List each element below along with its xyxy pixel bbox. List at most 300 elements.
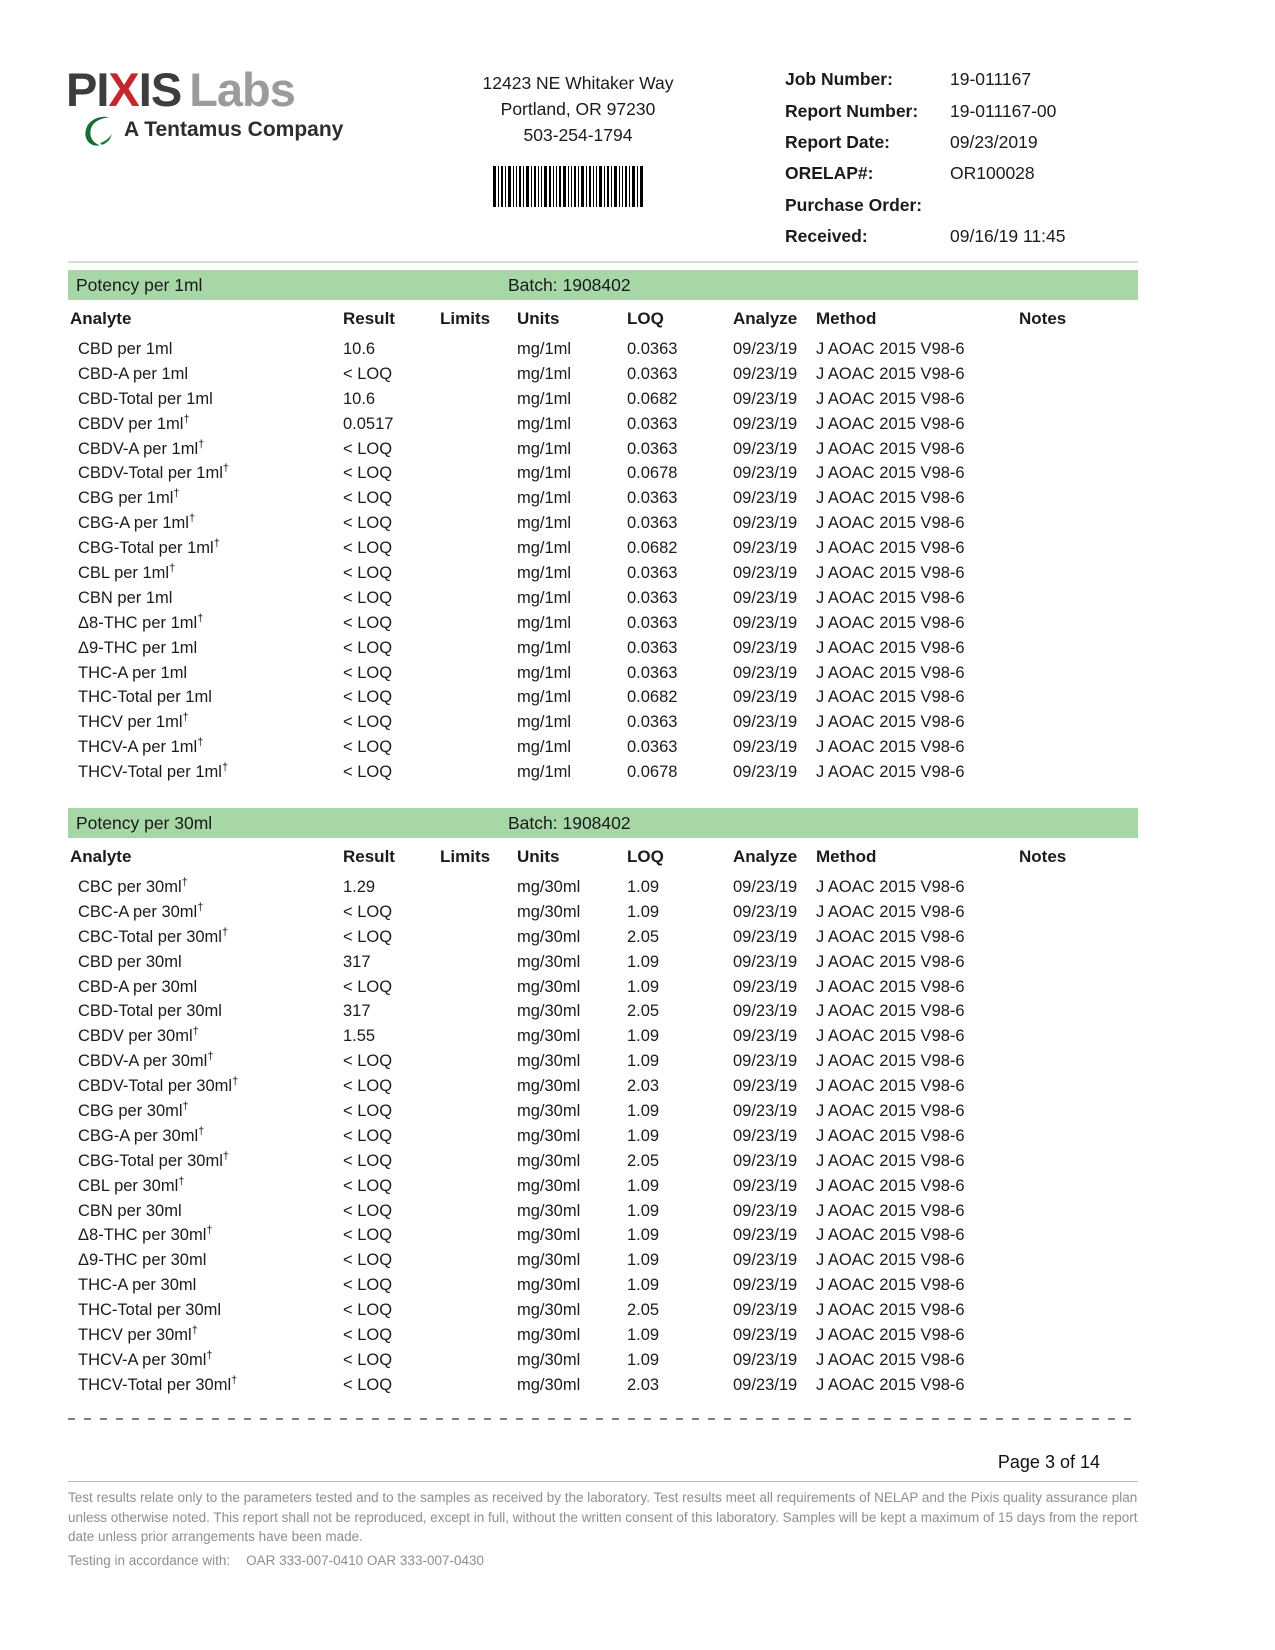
cell-result: 1.55 [343,1027,376,1046]
cell-loq: 2.05 [627,927,660,946]
cell-analyte: CBG-Total per 30ml† [78,1150,230,1170]
cell-result: < LOQ [343,927,393,946]
cell-method: J AOAC 2015 V98-6 [816,688,965,707]
cell-units: mg/30ml [517,1325,581,1344]
cell-method: J AOAC 2015 V98-6 [816,364,965,383]
table-row [68,1024,1138,1049]
cell-analyte: THC-Total per 1ml [78,688,212,707]
cell-analyze: 09/23/19 [733,1325,798,1344]
cell-analyze: 09/23/19 [733,1301,798,1320]
cell-method: J AOAC 2015 V98-6 [816,1251,965,1270]
cell-loq: 0.0678 [627,763,678,782]
cell-analyze: 09/23/19 [733,1276,798,1295]
cell-method: J AOAC 2015 V98-6 [816,414,965,433]
cell-result: < LOQ [343,364,393,383]
testing-accordance [68,1553,484,1568]
cell-method: J AOAC 2015 V98-6 [816,439,965,458]
report-number-label: Report Number: [785,100,919,121]
table-header [68,300,1138,337]
cell-units: mg/30ml [517,1176,581,1195]
cell-method: J AOAC 2015 V98-6 [816,613,965,632]
cell-method: J AOAC 2015 V98-6 [816,1151,965,1170]
section-title: Potency per 1ml [76,274,203,295]
dagger-footnote-marker: † [188,512,196,525]
cell-analyte: THC-Total per 30ml [78,1301,222,1320]
table-row [68,412,1138,437]
table-row [68,1199,1138,1224]
cell-analyte: CBD per 30ml [78,952,182,971]
cell-result: < LOQ [343,1101,393,1120]
cell-result: < LOQ [343,1052,393,1071]
report-number-value: 19-011167-00 [950,100,1057,121]
table-row [68,661,1138,686]
dagger-footnote-marker: † [206,1224,213,1237]
barcode [493,166,643,207]
batch-label: Batch: 1908402 [508,274,631,295]
cell-loq: 1.09 [627,952,660,971]
purchase-order-label: Purchase Order: [785,194,923,215]
cell-analyze: 09/23/19 [733,464,798,483]
address-phone: 503-254-1794 [523,125,633,145]
table-row [68,337,1138,362]
cell-result: < LOQ [343,713,393,732]
batch-label: Batch: 1908402 [508,812,631,833]
column-header-units: Units [517,847,560,866]
cell-result: < LOQ [343,489,393,508]
table-row [68,1099,1138,1124]
cell-analyze: 09/23/19 [733,952,798,971]
cell-analyze: 09/23/19 [733,902,798,921]
dagger-footnote-marker: † [213,537,220,550]
dagger-footnote-marker: † [231,1374,238,1387]
pixis-labs-logo [66,62,295,117]
footer-divider [68,1481,1138,1482]
table-row [68,1174,1138,1199]
cell-analyze: 09/23/19 [733,713,798,732]
cell-method: J AOAC 2015 V98-6 [816,1101,965,1120]
cell-analyze: 09/23/19 [733,1052,798,1071]
table-row [68,511,1138,536]
column-header-method: Method [816,847,877,866]
table-row [68,1223,1138,1248]
column-header-notes: Notes [1019,847,1067,866]
cell-result: < LOQ [343,1176,393,1195]
cell-units: mg/1ml [517,713,572,732]
cell-analyte: CBDV per 1ml† [78,413,190,433]
cell-method: J AOAC 2015 V98-6 [816,539,965,558]
cell-analyte: CBG per 1ml† [78,487,180,508]
cell-analyze: 09/23/19 [733,1077,798,1096]
cell-analyze: 09/23/19 [733,1201,798,1220]
cell-result: 0.0517 [343,414,394,433]
cell-result: 1.29 [343,877,376,896]
column-header-loq: LOQ [627,309,664,328]
cell-result: < LOQ [343,613,393,632]
cell-method: J AOAC 2015 V98-6 [816,1176,965,1195]
received-value: 09/16/19 11:45 [950,226,1066,247]
dagger-footnote-marker: † [198,438,205,450]
dagger-footnote-marker: † [182,711,189,724]
cell-result: < LOQ [343,1276,393,1295]
testing-label: Testing in accordance with: [68,1553,231,1568]
cell-analyze: 09/23/19 [733,977,798,996]
cell-units: mg/1ml [517,439,572,458]
cell-analyte: CBDV-Total per 1ml† [78,462,230,483]
cell-analyze: 09/23/19 [733,563,798,582]
table-row [68,950,1138,975]
cell-method: J AOAC 2015 V98-6 [816,489,965,508]
cell-units: mg/1ml [517,539,572,558]
cell-units: mg/30ml [517,1126,581,1145]
cell-loq: 0.0363 [627,613,678,632]
cell-analyte: CBC-A per 30ml† [78,901,204,921]
cell-analyze: 09/23/19 [733,1027,798,1046]
cell-analyte: CBL per 30ml† [78,1175,185,1195]
table-row [68,1248,1138,1273]
report-date-label: Report Date: [785,131,891,152]
column-header-loq: LOQ [627,847,664,866]
orelap-value: OR100028 [950,163,1035,184]
cell-result: < LOQ [343,977,393,996]
cell-units: mg/30ml [517,1251,581,1270]
cell-result: < LOQ [343,663,393,682]
table-row [68,586,1138,611]
cell-result: < LOQ [343,902,393,921]
table-row [68,437,1138,462]
cell-method: J AOAC 2015 V98-6 [816,738,965,757]
cell-units: mg/30ml [517,1027,581,1046]
cell-analyte: THCV per 1ml† [78,711,189,732]
table-row [68,561,1138,586]
table-row [68,461,1138,486]
cell-method: J AOAC 2015 V98-6 [816,1126,965,1145]
brand-pixis: PIXIS [66,63,182,116]
cell-result: < LOQ [343,1325,393,1344]
cell-units: mg/1ml [517,489,572,508]
cell-units: mg/1ml [517,613,572,632]
cell-method: J AOAC 2015 V98-6 [816,1226,965,1245]
column-header-result: Result [343,847,395,866]
report-info-block [785,64,1065,252]
cell-loq: 1.09 [627,977,660,996]
cell-result: < LOQ [343,464,393,483]
cell-analyze: 09/23/19 [733,339,798,358]
leaf-icon [82,113,116,147]
cell-analyte: CBG-A per 1ml† [78,512,196,533]
cell-analyze: 09/23/19 [733,1126,798,1145]
cell-result: 10.6 [343,389,376,408]
cell-units: mg/30ml [517,977,581,996]
cell-method: J AOAC 2015 V98-6 [816,1002,965,1021]
cell-analyte: CBG-A per 30ml† [78,1125,205,1145]
address-line-1: 12423 NE Whitaker Way [482,73,674,93]
cell-analyte: Δ8-THC per 30ml† [78,1224,213,1245]
section-top-rule [68,261,1138,263]
section-header-bar [68,270,1138,300]
cell-analyze: 09/23/19 [733,539,798,558]
cell-units: mg/30ml [517,1226,581,1245]
disclaimer-text: Test results relate only to the parameters tested and to the samples as received by the laboratory. Test results meet all requirements of NELAP and the Pixis quality assurance plan unless otherwise noted. This report shall not be reproduced, except in full, without the written consent of this laboratory. Samples will be kept a maximum of 15 days from the report date unless prior arrangements have been made. [68,1490,1138,1544]
dagger-footnote-marker: † [222,462,230,475]
cell-analyte: CBD-Total per 1ml [78,389,213,408]
column-header-result: Result [343,309,395,328]
cell-units: mg/1ml [517,389,572,408]
dagger-footnote-marker: † [207,1050,214,1063]
cell-result: < LOQ [343,738,393,757]
brand-labs: Labs [189,63,295,116]
cell-analyze: 09/23/19 [733,364,798,383]
table-row [68,900,1138,925]
table-row [68,1124,1138,1149]
cell-analyze: 09/23/19 [733,588,798,607]
dagger-footnote-marker: † [206,1349,213,1362]
dagger-footnote-marker: † [197,736,204,749]
dashed-separator [68,1418,1138,1420]
cell-units: mg/1ml [517,514,572,533]
cell-analyte: THCV per 30ml† [78,1324,198,1344]
cell-analyte: CBDV-A per 1ml† [78,438,205,458]
dagger-footnote-marker: † [169,562,176,575]
cell-units: mg/30ml [517,1151,581,1170]
cell-units: mg/30ml [517,1276,581,1295]
page-number: Page 3 of 14 [997,1452,1100,1472]
cell-units: mg/30ml [517,1002,581,1021]
cell-method: J AOAC 2015 V98-6 [816,663,965,682]
job-number-value: 19-011167 [950,69,1032,90]
cell-analyze: 09/23/19 [733,613,798,632]
cell-units: mg/1ml [517,588,572,607]
info-row-received [785,221,1065,252]
cell-analyte: CBL per 1ml† [78,562,176,582]
cell-loq: 1.09 [627,1201,660,1220]
cell-method: J AOAC 2015 V98-6 [816,1201,965,1220]
cell-analyte: CBD-Total per 30ml [78,1002,222,1021]
table-row [68,1323,1138,1348]
cell-method: J AOAC 2015 V98-6 [816,1027,965,1046]
cell-analyze: 09/23/19 [733,414,798,433]
table-row [68,685,1138,710]
cell-units: mg/1ml [517,339,572,358]
cell-loq: 0.0363 [627,339,678,358]
cell-loq: 2.05 [627,1301,660,1320]
cell-loq: 0.0363 [627,638,678,657]
column-header-limits: Limits [440,847,491,866]
job-number-label: Job Number: [785,69,893,90]
cell-analyze: 09/23/19 [733,763,798,782]
cell-units: mg/30ml [517,902,581,921]
cell-loq: 1.09 [627,1226,660,1245]
orelap-label: ORELAP#: [785,163,874,184]
column-header-method: Method [816,309,877,328]
cell-method: J AOAC 2015 V98-6 [816,977,965,996]
testing-standards: OAR 333-007-0410 OAR 333-007-0430 [246,1553,484,1568]
cell-loq: 2.03 [627,1077,660,1096]
cell-analyze: 09/23/19 [733,439,798,458]
cell-loq: 0.0363 [627,414,678,433]
cell-method: J AOAC 2015 V98-6 [816,952,965,971]
cell-analyte: CBC per 30ml† [78,876,188,896]
cell-analyze: 09/23/19 [733,663,798,682]
dagger-footnote-marker: † [221,926,229,939]
cell-loq: 1.09 [627,902,660,921]
table-row [68,1298,1138,1323]
column-header-units: Units [517,309,560,328]
dagger-footnote-marker: † [197,901,204,914]
table-body [68,337,1138,785]
dagger-footnote-marker: † [198,1125,205,1138]
dagger-footnote-marker: † [181,876,188,889]
cell-method: J AOAC 2015 V98-6 [816,1325,965,1344]
cell-method: J AOAC 2015 V98-6 [816,1276,965,1295]
cell-analyze: 09/23/19 [733,1251,798,1270]
cell-method: J AOAC 2015 V98-6 [816,763,965,782]
table-row [68,536,1138,561]
cell-analyte: CBD-A per 1ml [78,364,189,383]
table-row [68,735,1138,760]
cell-loq: 1.09 [627,1350,660,1369]
table-header [68,838,1138,875]
table-row [68,999,1138,1024]
cell-loq: 0.0682 [627,539,678,558]
cell-method: J AOAC 2015 V98-6 [816,563,965,582]
cell-units: mg/1ml [517,414,572,433]
cell-analyte: CBD per 1ml [78,339,173,358]
cell-method: J AOAC 2015 V98-6 [816,1350,965,1369]
cell-analyte: Δ9-THC per 30ml [78,1251,207,1270]
table-row [68,710,1138,735]
cell-result: 317 [343,952,371,971]
lab-address-block [428,70,728,148]
cell-loq: 0.0682 [627,389,678,408]
dagger-footnote-marker: † [183,413,190,426]
table-row [68,1373,1138,1398]
cell-loq: 1.09 [627,1251,660,1270]
dagger-footnote-marker: † [232,1075,239,1088]
cell-loq: 1.09 [627,1027,660,1046]
cell-result: < LOQ [343,1226,393,1245]
cell-units: mg/1ml [517,563,572,582]
cell-units: mg/1ml [517,638,572,657]
cell-loq: 1.09 [627,1176,660,1195]
cell-units: mg/30ml [517,1201,581,1220]
cell-analyze: 09/23/19 [733,489,798,508]
cell-loq: 0.0682 [627,688,678,707]
column-header-analyte: Analyte [70,309,132,328]
cell-result: 10.6 [343,339,376,358]
cell-units: mg/1ml [517,464,572,483]
cell-analyte: CBD-A per 30ml [78,977,198,996]
cell-result: < LOQ [343,638,393,657]
cell-method: J AOAC 2015 V98-6 [816,1077,965,1096]
cell-analyze: 09/23/19 [733,1350,798,1369]
cell-units: mg/30ml [517,1301,581,1320]
cell-result: 317 [343,1002,371,1021]
cell-method: J AOAC 2015 V98-6 [816,902,965,921]
cell-analyte: THCV-A per 1ml† [78,736,204,757]
cell-result: < LOQ [343,514,393,533]
cell-units: mg/30ml [517,927,581,946]
cell-analyze: 09/23/19 [733,738,798,757]
cell-analyte: THC-A per 1ml [78,663,188,682]
cell-result: < LOQ [343,1350,393,1369]
cell-units: mg/30ml [517,1375,581,1394]
section-title: Potency per 30ml [76,812,213,833]
dagger-footnote-marker: † [173,487,180,500]
cell-method: J AOAC 2015 V98-6 [816,638,965,657]
cell-analyte: CBDV-Total per 30ml† [78,1075,239,1096]
dagger-footnote-marker: † [178,1175,185,1188]
cell-loq: 0.0363 [627,489,678,508]
cell-units: mg/1ml [517,364,572,383]
column-header-notes: Notes [1019,309,1067,328]
cell-result: < LOQ [343,1251,393,1270]
cell-loq: 0.0363 [627,663,678,682]
cell-method: J AOAC 2015 V98-6 [816,464,965,483]
address-line-2: Portland, OR 97230 [500,99,656,119]
cell-method: J AOAC 2015 V98-6 [816,588,965,607]
cell-analyze: 09/23/19 [733,1176,798,1195]
table-body [68,875,1138,1398]
info-row-job-number [785,64,1065,95]
cell-analyze: 09/23/19 [733,1375,798,1394]
table-row [68,975,1138,1000]
table-row [68,486,1138,511]
cell-analyze: 09/23/19 [733,927,798,946]
column-header-analyte: Analyte [70,847,132,866]
tentamus-tagline [82,113,343,147]
table-row [68,636,1138,661]
cell-loq: 1.09 [627,1126,660,1145]
cell-analyte: Δ9-THC per 1ml [78,638,198,657]
dagger-footnote-marker: † [192,1025,199,1038]
cell-analyte: THCV-Total per 1ml† [78,761,229,782]
cell-loq: 1.09 [627,1325,660,1344]
potency-per-30ml-section [68,808,1138,1398]
cell-result: < LOQ [343,439,393,458]
cell-analyte: THCV-Total per 30ml† [78,1374,238,1394]
cell-analyte: CBDV-A per 30ml† [78,1050,214,1071]
cell-method: J AOAC 2015 V98-6 [816,1052,965,1071]
table-row [68,1074,1138,1099]
table-row [68,925,1138,950]
cell-result: < LOQ [343,688,393,707]
cell-loq: 1.09 [627,877,660,896]
cell-result: < LOQ [343,1201,393,1220]
cell-analyze: 09/23/19 [733,389,798,408]
brand-x: X [108,63,139,116]
cell-analyze: 09/23/19 [733,514,798,533]
table-row [68,1273,1138,1298]
cell-result: < LOQ [343,763,393,782]
table-row [68,611,1138,636]
cell-analyze: 09/23/19 [733,638,798,657]
cell-loq: 0.0363 [627,439,678,458]
cell-loq: 0.0363 [627,563,678,582]
cell-analyze: 09/23/19 [733,1151,798,1170]
cell-analyze: 09/23/19 [733,1226,798,1245]
info-row-purchase-order [785,190,1065,221]
report-date-value: 09/23/2019 [950,131,1038,152]
column-header-limits: Limits [440,309,491,328]
cell-result: < LOQ [343,563,393,582]
table-row [68,1149,1138,1174]
cell-result: < LOQ [343,588,393,607]
cell-analyze: 09/23/19 [733,1002,798,1021]
info-row-report-number [785,95,1065,126]
table-row [68,1049,1138,1074]
cell-units: mg/30ml [517,1052,581,1071]
cell-loq: 1.09 [627,1052,660,1071]
